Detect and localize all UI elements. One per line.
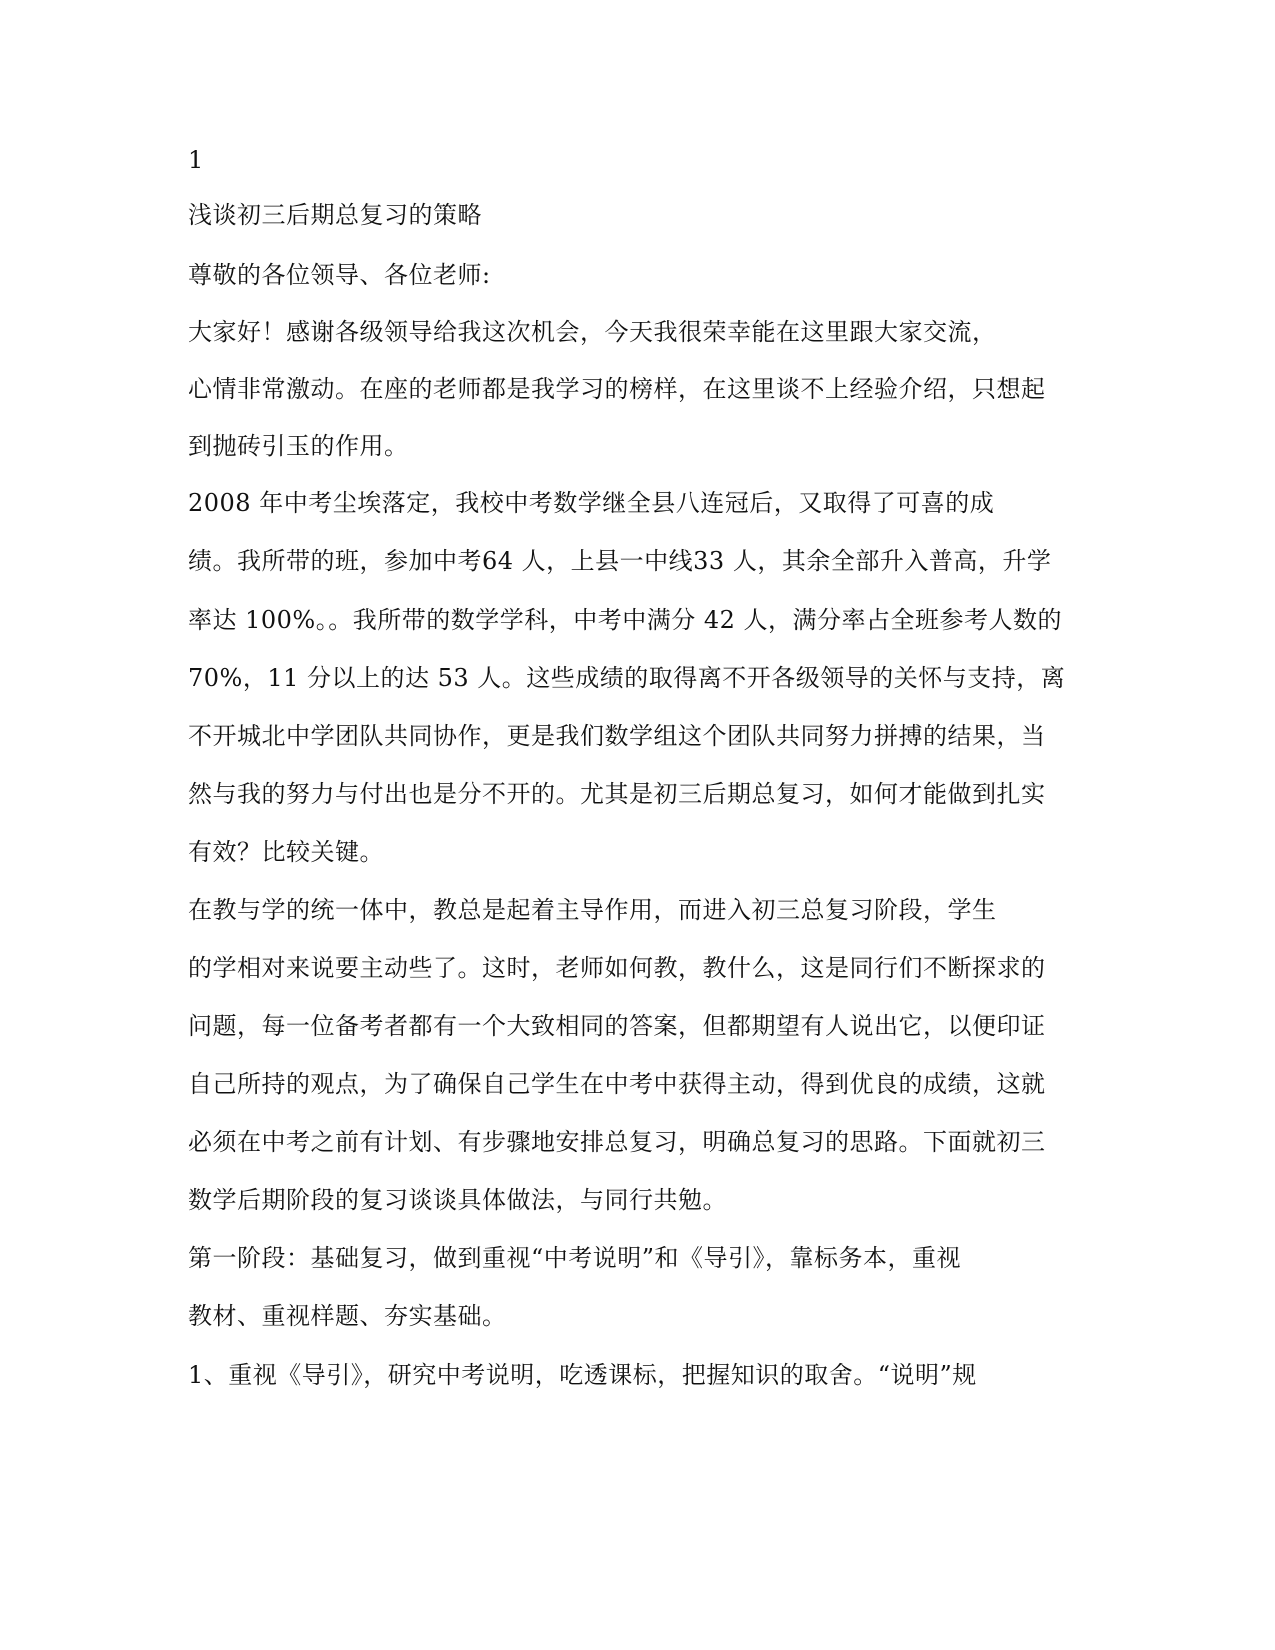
text-line: 率达 100%。。我所带的数学学科，中考中满分 42 人，满分率占全班参考人数的	[188, 606, 1063, 634]
text-line: 绩。我所带的班，参加中考64 人，上县一中线33 人，其余全部升入普高，升学	[188, 547, 1052, 575]
text-line: 数学后期阶段的复习谈谈具体做法，与同行共勉。	[188, 1186, 727, 1214]
text-line: 心情非常激动。在座的老师都是我学习的榜样，在这里谈不上经验介绍，只想起	[188, 375, 1046, 403]
text-line: 有效？比较关键。	[188, 838, 384, 866]
text-line: 大家好！感谢各级领导给我这次机会，今天我很荣幸能在这里跟大家交流，	[188, 318, 997, 346]
text-line: 1、重视《导引》，研究中考说明，吃透课标，把握知识的取舍。“说明”规	[188, 1361, 977, 1389]
text-line: 2008 年中考尘埃落定，我校中考数学继全县八连冠后，又取得了可喜的成	[188, 489, 995, 517]
text-line: 尊敬的各位领导、各位老师:	[188, 261, 491, 289]
text-line: 不开城北中学团队共同协作，更是我们数学组这个团队共同努力拼搏的结果，当	[188, 722, 1046, 750]
text-line: 教材、重视样题、夯实基础。	[188, 1302, 507, 1330]
text-line: 第一阶段：基础复习，做到重视“中考说明”和《导引》，靠标务本，重视	[188, 1244, 962, 1272]
text-line: 到抛砖引玉的作用。	[188, 432, 409, 460]
document-title: 浅谈初三后期总复习的策略	[188, 201, 482, 229]
text-line: 自己所持的观点，为了确保自己学生在中考中获得主动，得到优良的成绩，这就	[188, 1070, 1046, 1098]
text-line: 70%，11 分以上的达 53 人。这些成绩的取得离不开各级领导的关怀与支持，离	[188, 664, 1066, 692]
page-number: 1	[188, 146, 204, 174]
text-line: 的学相对来说要主动些了。这时，老师如何教，教什么，这是同行们不断探求的	[188, 954, 1046, 982]
text-line: 然与我的努力与付出也是分不开的。尤其是初三后期总复习，如何才能做到扎实	[188, 780, 1046, 808]
text-line: 问题，每一位备考者都有一个大致相同的答案，但都期望有人说出它，以便印证	[188, 1012, 1046, 1040]
text-line: 必须在中考之前有计划、有步骤地安排总复习，明确总复习的思路。下面就初三	[188, 1128, 1046, 1156]
text-line: 在教与学的统一体中，教总是起着主导作用，而进入初三总复习阶段，学生	[188, 896, 997, 924]
